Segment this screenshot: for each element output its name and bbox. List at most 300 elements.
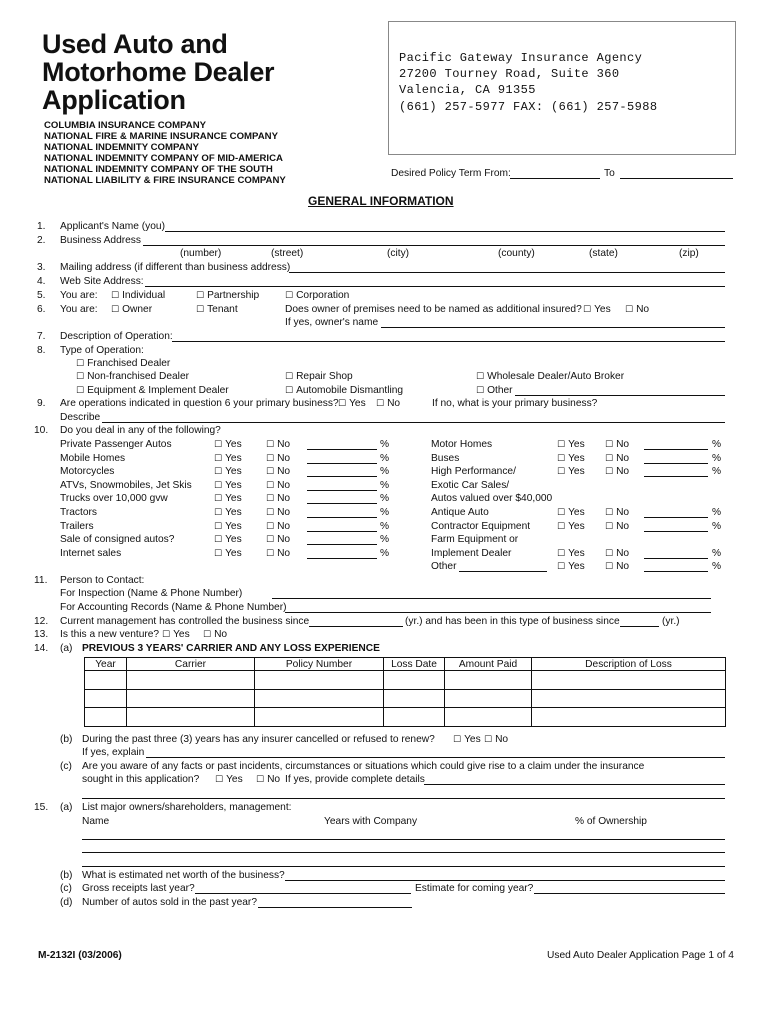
column-header: Loss Date: [384, 658, 445, 671]
checkbox-icon: ☐: [605, 440, 614, 450]
deal-item-label: Farm Equipment or: [431, 534, 519, 546]
checkbox-icon: ☐: [215, 775, 224, 785]
checkbox-icon: ☐: [285, 372, 294, 382]
owners-col-name: Name: [82, 816, 110, 827]
business-since-field[interactable]: [620, 626, 659, 627]
q9-if-no: If no, what is your primary business?: [432, 398, 598, 409]
option-label: No: [277, 547, 291, 559]
checkbox-icon: ☐: [196, 305, 205, 315]
table-cell[interactable]: [532, 689, 726, 708]
table-row: [85, 708, 726, 727]
partnership-checkbox[interactable]: [196, 291, 259, 301]
option-label: No: [277, 452, 291, 464]
checkbox-icon: ☐: [605, 467, 614, 478]
option-label: No: [277, 493, 291, 505]
q12-text2: (yr.) and has been in this type of business since: [405, 616, 620, 627]
deal-yes-checkbox[interactable]: [557, 562, 585, 572]
deal-item-label: Autos valued over $40,000: [431, 493, 553, 505]
option-label: No: [616, 452, 630, 464]
option-label: No: [277, 479, 291, 491]
option-label: Partnership: [207, 290, 260, 301]
q13-no-checkbox[interactable]: [203, 630, 227, 640]
deal-item-label: Buses: [431, 452, 460, 464]
deal-no-checkbox[interactable]: [605, 508, 629, 518]
option-label: No: [387, 398, 401, 409]
checkbox-icon: ☐: [76, 359, 85, 369]
q-num: 3.: [37, 262, 46, 273]
deal-yes-checkbox[interactable]: [214, 467, 242, 477]
q-num: 5.: [37, 290, 46, 301]
table-cell[interactable]: [85, 708, 127, 727]
deal-percent-field[interactable]: [307, 449, 377, 450]
deal-item-label: Mobile Homes: [60, 452, 126, 464]
percent-sign: %: [380, 534, 390, 546]
dismantling-checkbox[interactable]: [285, 386, 403, 396]
option-label: No: [616, 466, 630, 478]
option-label: Non-franchised Dealer: [87, 371, 190, 382]
checkbox-icon: ☐: [214, 440, 223, 450]
deal-percent-field[interactable]: [644, 558, 708, 559]
q-num: 8.: [37, 345, 46, 356]
cancel-explain-field[interactable]: [146, 757, 725, 758]
non-franchised-checkbox[interactable]: [76, 372, 189, 382]
section-title: GENERAL INFORMATION: [308, 194, 454, 208]
form-title-line3: Application: [42, 85, 186, 115]
inspection-contact-field[interactable]: [272, 598, 711, 599]
company-name: COLUMBIA INSURANCE COMPANY: [44, 120, 207, 131]
q-num: 4.: [37, 276, 46, 287]
option-label: Yes: [568, 507, 585, 518]
checkbox-icon: ☐: [376, 399, 385, 409]
checkbox-icon: ☐: [557, 521, 566, 532]
checkbox-icon: ☐: [111, 291, 120, 301]
deal-percent-field[interactable]: [307, 531, 377, 532]
table-cell[interactable]: [445, 671, 532, 690]
q15-a-label: (a): [60, 802, 73, 813]
checkbox-icon: ☐: [214, 508, 223, 518]
table-cell[interactable]: [255, 671, 384, 690]
q14b-yes-checkbox[interactable]: [453, 735, 481, 745]
option-label: Yes: [225, 534, 242, 546]
checkbox-icon: ☐: [476, 386, 485, 396]
checkbox-icon: ☐: [285, 291, 294, 301]
q-num: 1.: [37, 221, 46, 232]
table-row: [85, 689, 726, 708]
addr-sub-label: (city): [387, 248, 410, 259]
accounting-contact-label: For Accounting Records (Name & Phone Number): [60, 602, 287, 613]
deal-percent-field[interactable]: [644, 463, 708, 464]
deal-no-checkbox[interactable]: [266, 508, 290, 518]
checkbox-icon: ☐: [203, 630, 212, 640]
deal-percent-field[interactable]: [307, 476, 377, 477]
checkbox-icon: ☐: [583, 305, 592, 315]
q9-no-checkbox[interactable]: [376, 399, 400, 409]
addr-sub-label: (zip): [679, 248, 699, 259]
q7-label: Description of Operation:: [60, 331, 173, 342]
table-cell[interactable]: [255, 708, 384, 727]
deal-item-label: Tractors: [60, 507, 97, 518]
deal-no-checkbox[interactable]: [605, 562, 629, 572]
deal-no-checkbox[interactable]: [266, 440, 290, 450]
checkbox-icon: ☐: [214, 535, 223, 546]
claim-details-field-2[interactable]: [82, 798, 725, 799]
deal-item-label: Sale of consigned autos?: [60, 534, 175, 546]
q8-label: Type of Operation:: [60, 345, 144, 356]
management-since-field[interactable]: [309, 626, 403, 627]
option-label: Yes: [349, 398, 366, 409]
percent-sign: %: [380, 439, 390, 450]
deal-yes-checkbox[interactable]: [557, 454, 585, 464]
option-label: Yes: [225, 452, 242, 464]
addr-sub-label: (county): [498, 248, 535, 259]
corporation-checkbox[interactable]: [285, 291, 349, 301]
deal-yes-checkbox[interactable]: [214, 454, 242, 464]
deal-yes-checkbox[interactable]: [214, 440, 242, 450]
table-cell[interactable]: [85, 671, 127, 690]
loss-history-table: [84, 657, 726, 727]
company-name: NATIONAL INDEMNITY COMPANY OF MID-AMERICA: [44, 153, 283, 164]
checkbox-icon: ☐: [196, 291, 205, 301]
option-label: Yes: [225, 479, 242, 491]
claim-details-field[interactable]: [424, 784, 725, 785]
deal-yes-checkbox[interactable]: [214, 522, 242, 532]
option-label: Yes: [173, 629, 190, 640]
option-label: Yes: [568, 452, 585, 464]
q6-yes-checkbox[interactable]: [583, 305, 611, 315]
column-header: Policy Number: [255, 658, 384, 671]
wholesale-checkbox[interactable]: [476, 372, 624, 382]
agency-city: Valencia, CA 91355: [399, 83, 536, 97]
deal-yes-checkbox[interactable]: [557, 467, 585, 477]
deal-percent-field[interactable]: [644, 476, 708, 477]
option-label: Other: [487, 385, 513, 396]
checkbox-icon: ☐: [266, 548, 275, 559]
form-number: M-2132I (03/2006): [38, 950, 122, 961]
deal-item-label: Contractor Equipment: [431, 520, 531, 532]
mailing-address-field[interactable]: [289, 272, 725, 273]
q13-yes-checkbox[interactable]: [162, 630, 190, 640]
percent-sign: %: [380, 479, 390, 491]
checkbox-icon: ☐: [557, 508, 566, 518]
q15-d-label: (d): [60, 897, 73, 908]
q-num: 6.: [37, 304, 46, 315]
individual-checkbox[interactable]: [111, 291, 165, 301]
checkbox-icon: ☐: [214, 521, 223, 532]
q14-b-text: During the past three (3) years has any insurer cancelled or refused to renew?: [82, 734, 435, 745]
q-num: 14.: [34, 643, 49, 654]
deal-no-checkbox[interactable]: [605, 549, 629, 559]
estimate-field[interactable]: [534, 893, 725, 894]
checkbox-icon: ☐: [214, 480, 223, 491]
company-name: NATIONAL INDEMNITY COMPANY: [44, 142, 199, 153]
percent-sign: %: [712, 561, 722, 573]
table-cell[interactable]: [127, 689, 255, 708]
option-label: Yes: [225, 507, 242, 518]
company-name: NATIONAL LIABILITY & FIRE INSURANCE COMPANY: [44, 175, 286, 186]
q1-label: Applicant's Name (you): [60, 221, 165, 232]
q14b-no-checkbox[interactable]: [484, 735, 508, 745]
checkbox-icon: ☐: [214, 453, 223, 464]
deal-no-checkbox[interactable]: [266, 494, 290, 504]
deal-yes-checkbox[interactable]: [214, 508, 242, 518]
form-title-line2: Motorhome Dealer: [42, 57, 275, 87]
percent-sign: %: [380, 493, 390, 505]
option-label: Automobile Dismantling: [296, 385, 404, 396]
checkbox-icon: ☐: [605, 508, 614, 518]
other-deal-field[interactable]: [459, 571, 547, 572]
owner-row-field[interactable]: [82, 839, 725, 840]
table-cell[interactable]: [255, 689, 384, 708]
agency-name: Pacific Gateway Insurance Agency: [399, 51, 643, 65]
option-label: No: [616, 547, 630, 559]
q12-text1: Current management has controlled the business since: [60, 616, 310, 627]
table-cell[interactable]: [127, 708, 255, 727]
table-cell[interactable]: [384, 689, 445, 708]
percent-sign: %: [712, 466, 722, 478]
deal-item-label: Motorcycles: [60, 466, 115, 478]
owner-row-field[interactable]: [82, 852, 725, 853]
other-operation-checkbox[interactable]: [476, 386, 513, 396]
percent-sign: %: [380, 507, 390, 518]
company-name: NATIONAL FIRE & MARINE INSURANCE COMPANY: [44, 131, 278, 142]
q14c-yes-checkbox[interactable]: [215, 775, 243, 785]
describe-label: Describe: [60, 412, 101, 423]
q3-label: Mailing address (if different than business address): [60, 262, 291, 273]
q14c-no-checkbox[interactable]: [256, 775, 280, 785]
option-label: Yes: [568, 561, 585, 573]
deal-yes-checkbox[interactable]: [214, 481, 242, 491]
deal-yes-checkbox[interactable]: [214, 549, 242, 559]
option-label: Yes: [568, 439, 585, 450]
table-row: [85, 671, 726, 690]
checkbox-icon: ☐: [605, 562, 614, 573]
option-label: Yes: [594, 304, 611, 315]
deal-percent-field[interactable]: [307, 503, 377, 504]
franchised-checkbox[interactable]: [76, 359, 170, 369]
deal-percent-field[interactable]: [307, 490, 377, 491]
policy-term-from-label: Desired Policy Term From:: [391, 168, 511, 179]
checkbox-icon: ☐: [605, 521, 614, 532]
q9-label: Are operations indicated in question 6 your primary business?: [60, 398, 339, 409]
q-num: 10.: [34, 425, 49, 436]
checkbox-icon: ☐: [266, 467, 275, 478]
q6-label: You are:: [60, 304, 98, 315]
deal-no-checkbox[interactable]: [266, 454, 290, 464]
percent-sign: %: [380, 547, 390, 559]
checkbox-icon: ☐: [625, 305, 634, 315]
deal-item-label: Private Passenger Autos: [60, 439, 172, 450]
option-label: No: [616, 507, 630, 518]
q14-c-details-label: If yes, provide complete details: [285, 774, 425, 785]
checkbox-icon: ☐: [266, 535, 275, 546]
checkbox-icon: ☐: [162, 630, 171, 640]
table-cell[interactable]: [85, 689, 127, 708]
option-label: No: [277, 520, 291, 532]
q-num: 7.: [37, 331, 46, 342]
accounting-contact-field[interactable]: [285, 612, 711, 613]
gross-receipts-field[interactable]: [195, 893, 411, 894]
tenant-checkbox[interactable]: [196, 305, 238, 315]
policy-from-field[interactable]: [510, 178, 600, 179]
option-label: Yes: [225, 520, 242, 532]
q9-yes-checkbox[interactable]: [338, 399, 366, 409]
q2-label: Business Address: [60, 235, 141, 246]
option-label: Yes: [464, 734, 481, 745]
deal-item-label: Antique Auto: [431, 507, 489, 518]
autos-sold-field[interactable]: [258, 907, 412, 908]
checkbox-icon: ☐: [557, 562, 566, 573]
q6-no-checkbox[interactable]: [625, 305, 649, 315]
option-label: Wholesale Dealer/Auto Broker: [487, 371, 625, 382]
checkbox-icon: ☐: [266, 453, 275, 464]
q15-c-text: Gross receipts last year?: [82, 883, 195, 894]
column-header: Description of Loss: [532, 658, 726, 671]
deal-yes-checkbox[interactable]: [557, 549, 585, 559]
loss-experience-title: PREVIOUS 3 YEARS' CARRIER AND ANY LOSS EXPERIENCE: [82, 643, 380, 654]
option-label: Corporation: [296, 290, 350, 301]
deal-yes-checkbox[interactable]: [557, 508, 585, 518]
q14-c-label: (c): [60, 761, 72, 772]
option-label: No: [277, 466, 291, 478]
option-label: No: [277, 439, 291, 450]
applicant-name-field[interactable]: [165, 231, 725, 232]
deal-no-checkbox[interactable]: [266, 481, 290, 491]
agency-street: 27200 Tourney Road, Suite 360: [399, 67, 620, 81]
owner-row-field[interactable]: [82, 866, 725, 867]
q-num: 9.: [37, 398, 46, 409]
checkbox-icon: ☐: [214, 467, 223, 478]
column-header: Amount Paid: [445, 658, 532, 671]
deal-yes-checkbox[interactable]: [214, 535, 242, 545]
option-label: No: [616, 561, 630, 573]
checkbox-icon: ☐: [266, 480, 275, 491]
option-label: No: [267, 774, 281, 785]
q15-b-text: What is estimated net worth of the business?: [82, 870, 285, 881]
option-label: Yes: [225, 466, 242, 478]
table-cell[interactable]: [445, 708, 532, 727]
deal-percent-field[interactable]: [307, 544, 377, 545]
deal-no-checkbox[interactable]: [266, 522, 290, 532]
percent-sign: %: [712, 507, 722, 518]
checkbox-icon: ☐: [266, 521, 275, 532]
policy-term-to-label: To: [604, 168, 615, 179]
deal-no-checkbox[interactable]: [605, 522, 629, 532]
deal-no-checkbox[interactable]: [266, 467, 290, 477]
deal-yes-checkbox[interactable]: [557, 522, 585, 532]
operation-description-field[interactable]: [172, 341, 725, 342]
deal-percent-field[interactable]: [644, 571, 708, 572]
business-address-field[interactable]: [143, 245, 725, 246]
checkbox-icon: ☐: [266, 508, 275, 518]
percent-sign: %: [380, 466, 390, 478]
q15-b-label: (b): [60, 870, 73, 881]
policy-to-field[interactable]: [620, 178, 733, 179]
website-field[interactable]: [145, 286, 725, 287]
q13-label: Is this a new venture?: [60, 629, 160, 640]
q-num: 12.: [34, 616, 49, 627]
net-worth-field[interactable]: [285, 880, 725, 881]
q-num: 13.: [34, 629, 49, 640]
option-label: Yes: [225, 547, 242, 559]
deal-no-checkbox[interactable]: [605, 467, 629, 477]
q15-d-text: Number of autos sold in the past year?: [82, 897, 257, 908]
deal-no-checkbox[interactable]: [266, 535, 290, 545]
deal-percent-field[interactable]: [644, 449, 708, 450]
checkbox-icon: ☐: [76, 386, 85, 396]
owner-checkbox[interactable]: [111, 305, 152, 315]
q14-b-explain-label: If yes, explain: [82, 747, 145, 758]
q15-a-text: List major owners/shareholders, management:: [82, 802, 292, 813]
deal-percent-field[interactable]: [307, 463, 377, 464]
q-num: 15.: [34, 802, 49, 813]
checkbox-icon: ☐: [557, 440, 566, 450]
checkbox-icon: ☐: [557, 453, 566, 464]
option-label: Yes: [225, 493, 242, 505]
option-label: Tenant: [207, 304, 238, 315]
deal-item-label: Trucks over 10,000 gvw: [60, 493, 168, 505]
q5-label: You are:: [60, 290, 98, 301]
checkbox-icon: ☐: [256, 775, 265, 785]
table-cell[interactable]: [445, 689, 532, 708]
repair-shop-checkbox[interactable]: [285, 372, 353, 382]
checkbox-icon: ☐: [285, 386, 294, 396]
deal-percent-field[interactable]: [307, 558, 377, 559]
table-cell[interactable]: [384, 671, 445, 690]
other-operation-field[interactable]: [515, 395, 725, 396]
percent-sign: %: [380, 452, 390, 464]
table-cell[interactable]: [127, 671, 255, 690]
option-label: Individual: [122, 290, 166, 301]
owner-name-label: If yes, owner's name: [285, 317, 379, 328]
option-label: No: [616, 439, 630, 450]
company-name: NATIONAL INDEMNITY COMPANY OF THE SOUTH: [44, 164, 273, 175]
table-cell[interactable]: [532, 671, 726, 690]
inspection-contact-label: For Inspection (Name & Phone Number): [60, 588, 243, 599]
q-num: 2.: [37, 235, 46, 246]
deal-percent-field[interactable]: [644, 517, 708, 518]
column-header: Year: [85, 658, 127, 671]
deal-yes-checkbox[interactable]: [214, 494, 242, 504]
owners-col-ownership: % of Ownership: [575, 816, 647, 827]
describe-field[interactable]: [102, 422, 725, 423]
checkbox-icon: ☐: [476, 372, 485, 382]
q14-a-label: (a): [60, 643, 73, 654]
checkbox-icon: ☐: [557, 548, 566, 559]
option-label: Yes: [568, 466, 585, 478]
deal-no-checkbox[interactable]: [266, 549, 290, 559]
deal-percent-field[interactable]: [307, 517, 377, 518]
deal-yes-checkbox[interactable]: [557, 440, 585, 450]
checkbox-icon: ☐: [605, 453, 614, 464]
checkbox-icon: ☐: [338, 399, 347, 409]
deal-no-checkbox[interactable]: [605, 454, 629, 464]
checkbox-icon: ☐: [605, 548, 614, 559]
equipment-dealer-checkbox[interactable]: [76, 386, 229, 396]
checkbox-icon: ☐: [453, 735, 462, 745]
owner-name-field[interactable]: [381, 327, 725, 328]
option-label: No: [277, 507, 291, 518]
table-cell[interactable]: [384, 708, 445, 727]
table-cell[interactable]: [532, 708, 726, 727]
percent-sign: %: [712, 547, 722, 559]
q15-c-estimate: Estimate for coming year?: [415, 883, 534, 894]
option-label: Yes: [568, 520, 585, 532]
deal-no-checkbox[interactable]: [605, 440, 629, 450]
deal-percent-field[interactable]: [644, 531, 708, 532]
q-num: 11.: [34, 575, 48, 586]
option-label: No: [636, 304, 650, 315]
deal-item-label: Other: [431, 561, 457, 573]
